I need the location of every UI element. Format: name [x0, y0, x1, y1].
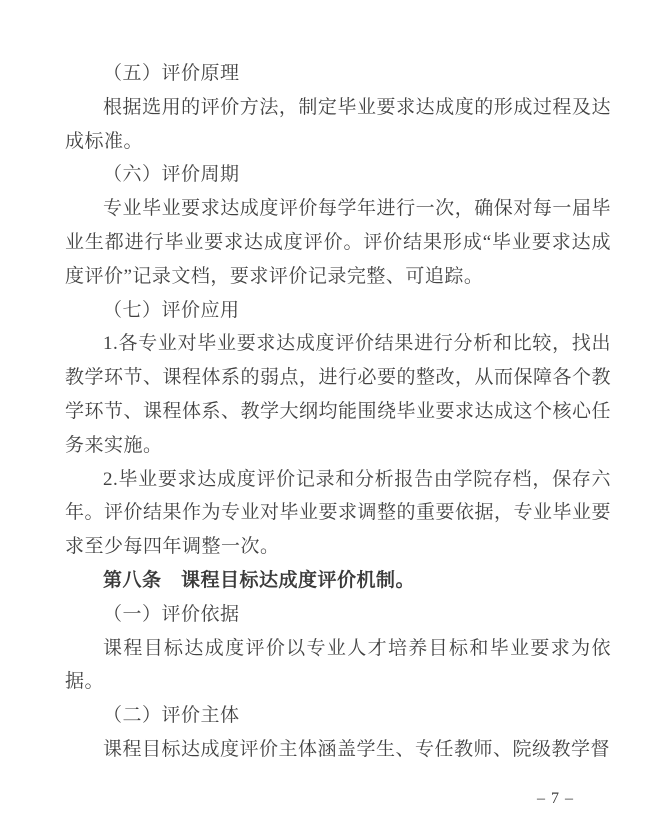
section-heading-five: （五）评价原理	[103, 63, 240, 84]
paragraph-application-item-2: 2.毕业要求达成度评价记录和分析报告由学院存档，保存六年。评价结果作为专业对毕业要求调整的重要依据，专业毕业要求至少每四年调整一次。	[65, 468, 612, 558]
section-heading-six: （六）评价周期	[103, 164, 240, 186]
subsection-heading-two: （二）评价主体	[103, 705, 240, 727]
paragraph-evaluation-basis: 课程目标达成度评价以专业人才培养目标和毕业要求为依据。	[65, 637, 611, 693]
paragraph-application-item-1: 1.各专业对毕业要求达成度评价结果进行分析和比较，找出教学环节、课程体系的弱点，进行必要的整改，从而保障各个教学环节、课程体系、教学大纲均能围绕毕业要求达成这个核心任务来实施。	[65, 333, 612, 456]
article-eight-heading: 第八条 课程目标达成度评价机制。	[103, 569, 416, 591]
document-body	[65, 57, 611, 767]
subsection-heading-one: （一）评价依据	[103, 603, 240, 625]
page-number: – 7 –	[537, 790, 574, 807]
paragraph-evaluation-subject: 课程目标达成度评价主体涵盖学生、专任教师、院级教学督	[103, 738, 611, 760]
paragraph-evaluation-principle: 根据选用的评价方法，制定毕业要求达成度的形成过程及达成标准。	[65, 96, 611, 152]
paragraph-evaluation-cycle: 专业毕业要求达成度评价每学年进行一次，确保对每一届毕业生都进行毕业要求达成度评价。评价结果形成“毕业要求达成度评价”记录文档，要求评价记录完整、可追踪。	[65, 198, 611, 287]
section-heading-seven: （七）评价应用	[103, 299, 240, 321]
